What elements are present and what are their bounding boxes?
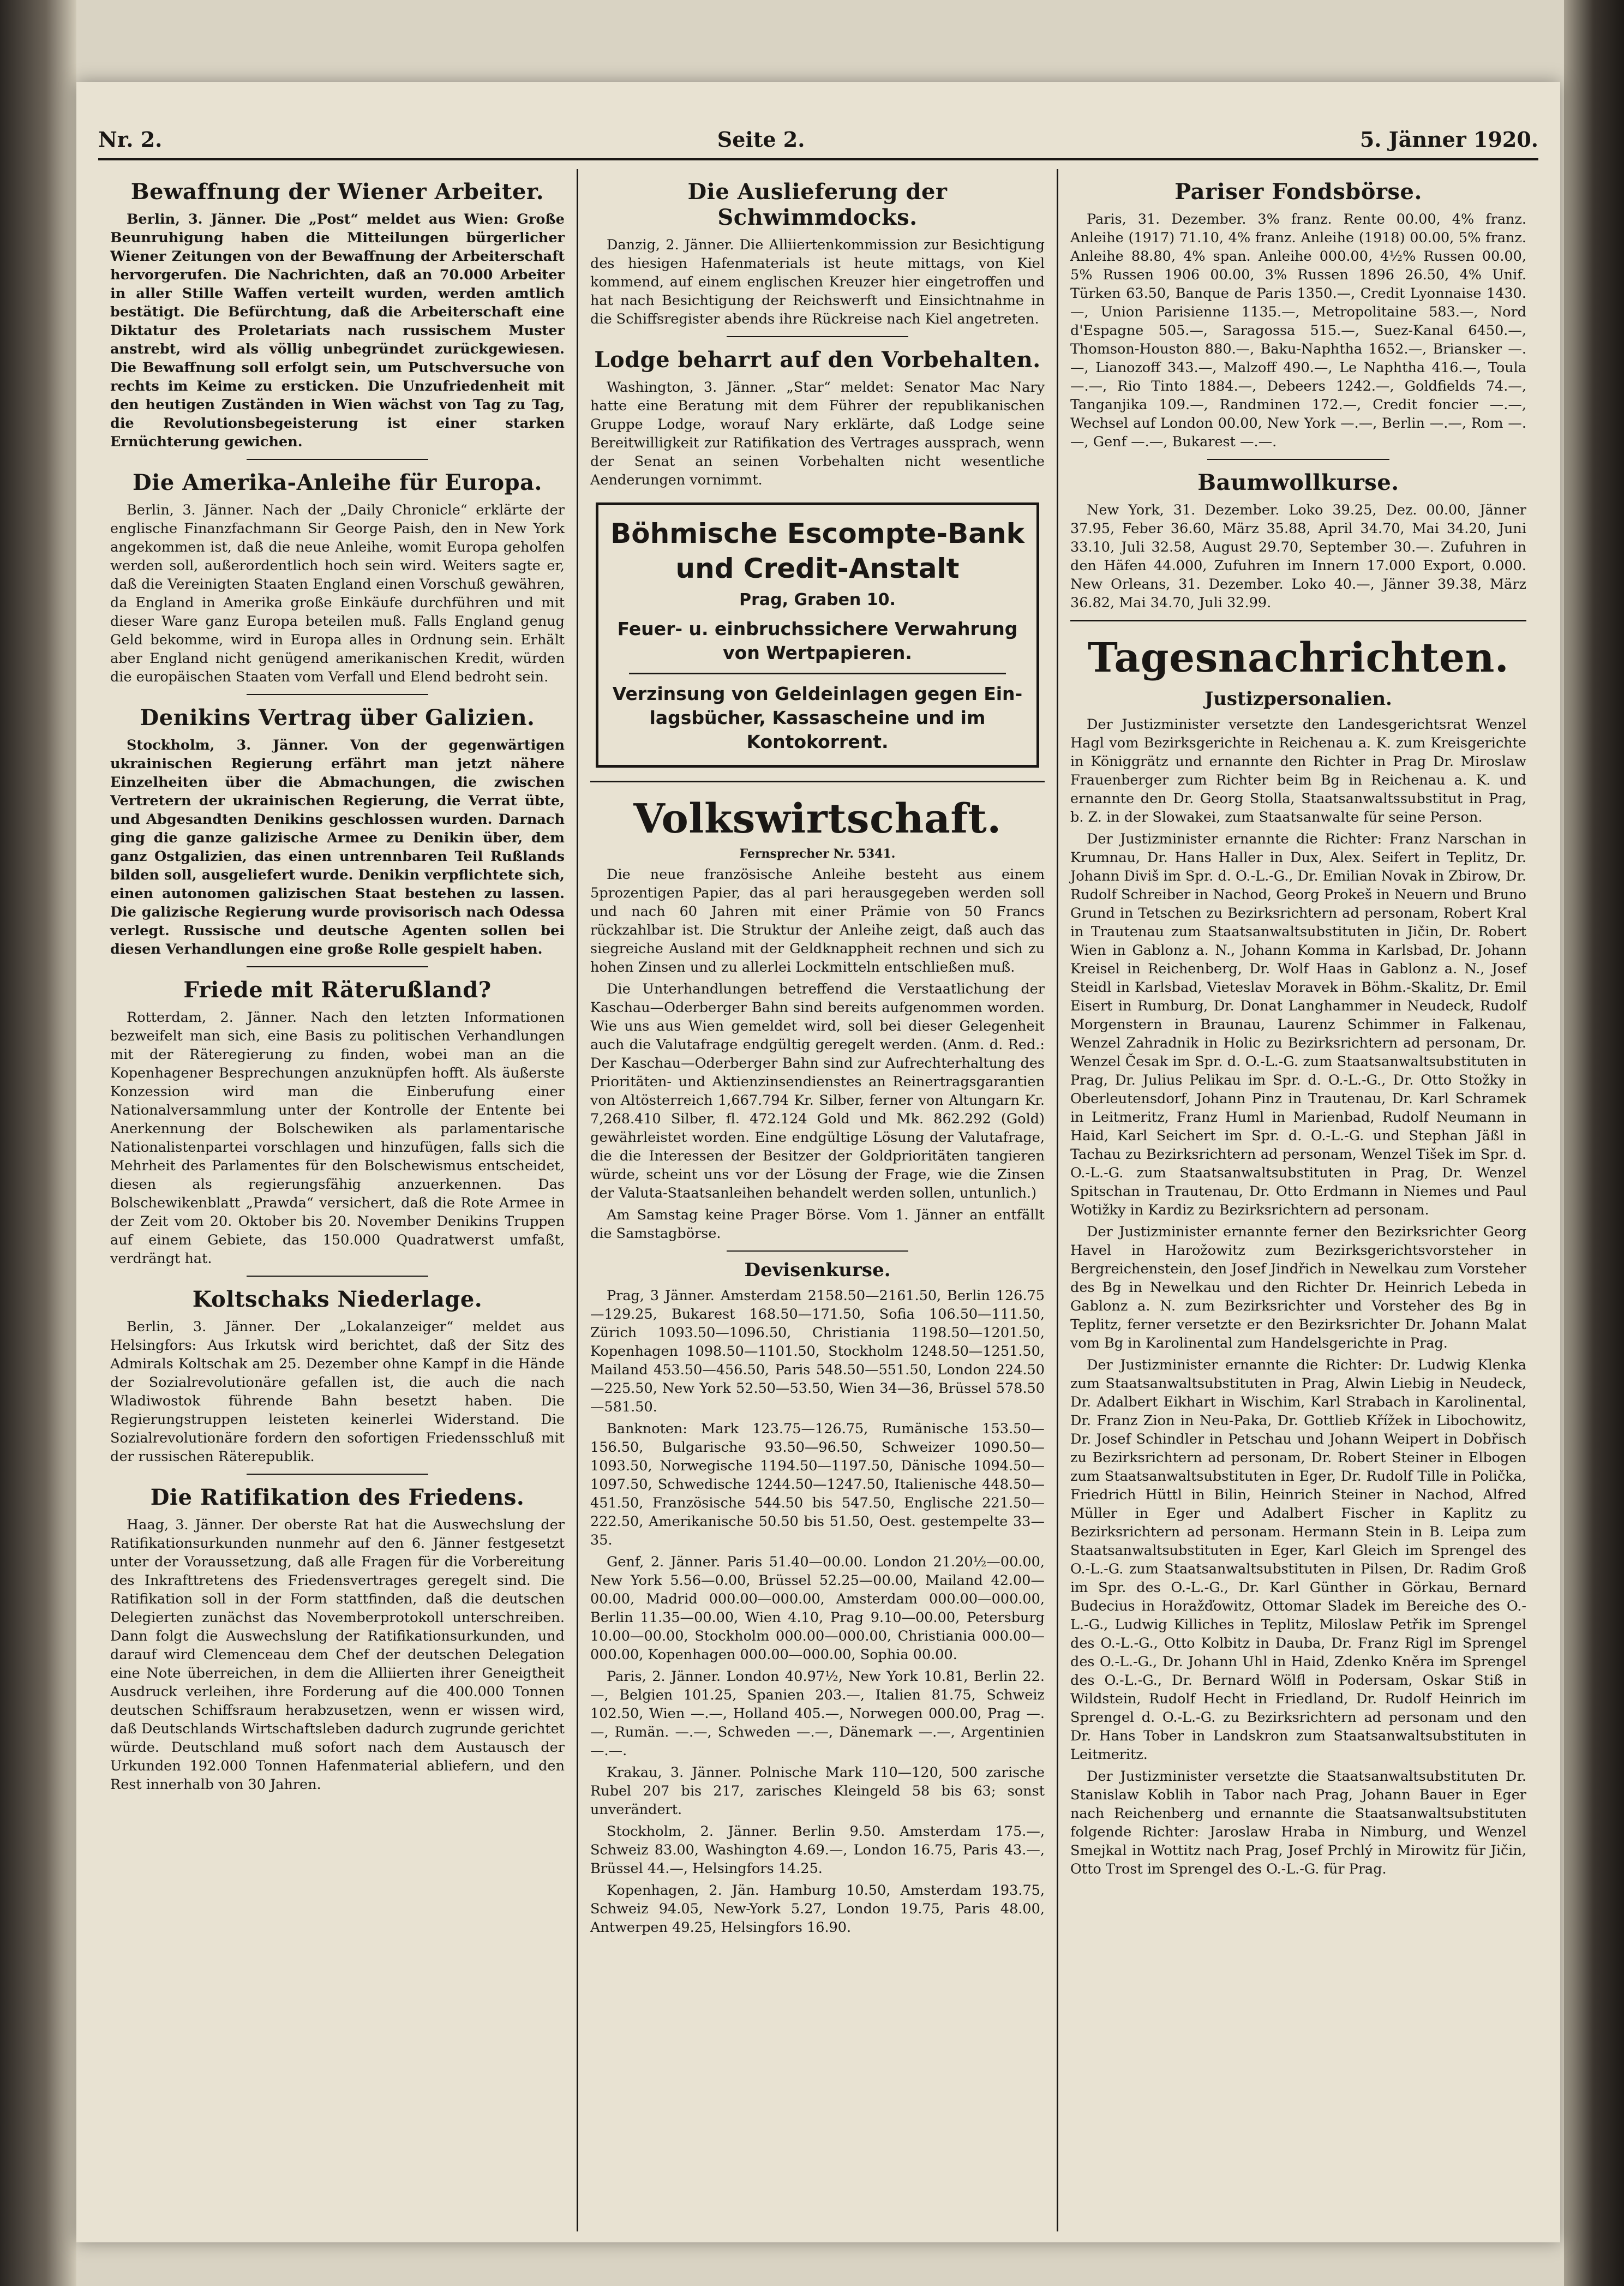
article-text: Washington, 3. Jänner. „Star“ meldet: Senator Mac Nary hatte eine Beratung mit dem Führer der republikanischen Gruppe Lodge, worauf Nary erklärte, daß Lodge seine Bereitwilligkeit zur Ratifikation des Vertrages aussprach, wenn der Senat an seinen Vorbehalten nicht wesentliche Aenderungen vornimmt. xyxy=(590,379,1045,488)
divider xyxy=(1070,620,1526,621)
article-text: New York, 31. Dezember. Loko 39.25, Dez. 00.00, Jänner 37.95, Feber 36.60, März 35.88, April 34.70, Mai 34.20, Juni 33.10, Juli 32.58, August 29.70, September 30.—. Zufuhren in den Häfen 44.000, Zufuhren im Innern 17.000 Export, 0.000. New Orleans, 31. Dezember. Loko 40.—, Jänner 39.38, März 36.82, Mai 34.70, Juli 32.99. xyxy=(1070,502,1526,611)
article-text: Der Justizminister versetzte den Landesgerichtsrat Wenzel Hagl vom Bezirksgerichte in Reichenau a. K. zum Kreisgerichte in Königgrätz und ernannte den Richter in Prag Dr. Miroslaw Frauenberger zum Richter beim Bg in Reichenau a. K. und ernannte den Dr. Georg Stolla, Staatsanwaltssubstitut in Prag, b. Z. in der Slowakei, zum Staatsanwalte für seine Person. xyxy=(1070,716,1526,825)
article-text: Paris, 31. Dezember. 3% franz. Rente 00.00, 4% franz. Anleihe (1917) 71.10, 4% franz. Anleihe (1918) 00.00, 5% franz. Anleihe 88.80, 4% span. Anleihe 000.00, 4½% Russen 00.00, 5% Russen 1906 00.00, 3% Russen 1896 26.50, 4% Unif. Türken 63.50, Banque de Paris 1350.—, Credit Lyonnaise 1430.—, Union Parisienne 1135.—, Metropolitaine 583.—, Nord d'Espagne 505.—, Saragossa 515.—, Suez-Kanal 6450.—, Thomson-Houston 880.—, Baku-Naphtha 1652.—, Briansker —.—, Lianozoff 343.—, Malzoff 490.—, Le Naphtha 416.—, Toula —.—, Rio Tinto 1884.—, Debeers 1242.—, Goldfields 74.—, Tanganjika 109.—, Randminen 172.—, Credit foncier —.—, Wechsel auf London 00.00, New York —.—, Berlin —.—, Rom —.—, Genf —.—, Bukarest —.—. xyxy=(1070,211,1526,450)
article-text: Der Justizminister versetzte die Staatsanwaltsubstituten Dr. Stanislaw Koblih in Tabor nach Prag, Johann Bauer in Eger nach Reichenberg und ernannte die Staatsanwaltsubstituten folgende Richter: Jaroslaw Hraba in Nimburg, und Wenzel Smejkal in Wottitz nach Prag, Josef Prchlý in Mirowitz für Jičin, Otto Trost im Sprengel des O.-L.-G. für Prag. xyxy=(1070,1768,1526,1877)
divider xyxy=(247,966,428,967)
section-heading: Tagesnachrichten. xyxy=(1087,635,1509,681)
section-subheading: Fernsprecher Nr. 5341. xyxy=(739,847,896,861)
scan-right-edge xyxy=(1564,0,1624,2286)
article-heading: Friede mit Räterußland? xyxy=(183,977,492,1003)
columns xyxy=(98,169,1538,2231)
column-middle xyxy=(578,169,1058,2231)
issue-date: 5. Jänner 1920. xyxy=(1359,127,1538,152)
column-right xyxy=(1058,169,1538,2231)
article-text: Krakau, 3. Jänner. Polnische Mark 110—120, 500 zarische Rubel 207 bis 217, zarisches Kleingeld 58 bis 63; sonst unverändert. xyxy=(590,1764,1045,1818)
page-header xyxy=(98,120,1538,160)
article-heading: Die Ratifikation des Friedens. xyxy=(150,1485,525,1510)
article-heading: Die Amerika-Anleihe für Europa. xyxy=(133,470,542,495)
ad-divider xyxy=(629,673,1006,674)
article-text: Genf, 2. Jänner. Paris 51.40—00.00. London 21.20½—00.00, New York 5.56—0.00, Brüssel 52.25—00.00, Mailand 42.00—00.00, Madrid 000.00—000.00, Amsterdam 000.00—000.00, Berlin 11.35—00.00, Wien 4.10, Prag 9.10—00.00, Petersburg 10.00—00.00, Stockholm 000.00—000.00, Christiania 000.00—000.00, Kopenhagen 000.00—000.00, Sophia 00.00. xyxy=(590,1554,1045,1663)
article-text: Berlin, 3. Jänner. Die „Post“ meldet aus Wien: Große Beunruhigung haben die Mitteilungen bürgerlicher Wiener Zeitungen von der Bewaffnung der Arbeiterschaft hervorgerufen. Die Nachrichten, daß an 70.000 Arbeiter in aller Stille Waffen verteilt wurden, werden amtlich bestätigt. Die Befürchtung, daß die Arbeiterschaft eine Diktatur des Proletariats nach russischem Muster anstrebt, wird als völlig unbegründet zurückgewiesen. Die Bewaffnung soll erfolgt sein, um Putschversuche von rechts im Keime zu ersticken. Die Unzufriedenheit mit den heutigen Zuständen in Wien wächst von Tag zu Tag, die Revolutionsbegeisterung ist einer starken Ernüchterung gewichen. xyxy=(110,211,565,450)
article-heading: Lodge beharrt auf den Vorbehalten. xyxy=(594,347,1041,373)
article-text: Am Samstag keine Prager Börse. Vom 1. Jänner an entfällt die Samstagbörse. xyxy=(590,1207,1045,1242)
page-number: Seite 2. xyxy=(717,127,805,152)
ad-line: Verzinsung von Geldeinlagen gegen Ein- xyxy=(612,683,1023,704)
article-text: Der Justizminister ernannte ferner den Bezirksrichter Georg Havel in Harožowitz zum Bezirksgerichtsvorsteher in Bergreichenstein, den Josef Jindřich in Newelkau zum Vorsteher des Bg in Newelkau und den Richter Dr. Heinrich Lebeda in Gablonz a. N. zum Bezirksrichter und Vorsteher des Bg in Teplitz, ferner versetzte er den Bezirksrichter Dr. Johann Malat vom Bg in Karolinental zum Handelsgerichte in Prag. xyxy=(1070,1224,1526,1351)
article-heading: Baumwollkurse. xyxy=(1197,470,1399,495)
article-heading: Koltschaks Niederlage. xyxy=(192,1286,483,1312)
divider xyxy=(727,1250,908,1252)
issue-number: Nr. 2. xyxy=(98,127,163,152)
article-text: Berlin, 3. Jänner. Nach der „Daily Chronicle“ erklärte der englische Finanzfachmann Sir George Paish, den in New York angekommen ist, daß die neue Anleihe, womit Europa geholfen werden soll, außerordentlich hoch sein wird. Weiters sagte er, daß die Vereinigten Staaten England einen Vorschuß gewähren, da England in Amerika große Einkäufe durchführen und mit dieser Ware ganz Europa beteilen muß. Falls England genug Geld bekomme, wird in Europa alles in Ordnung sein. Erhält aber England nicht genügend amerikanischen Kredit, würden die europäischen Staaten vom Verfall und Elend bedroht sein. xyxy=(110,502,565,685)
divider xyxy=(247,1276,428,1277)
section-heading: Volkswirtschaft. xyxy=(633,795,1002,842)
article-text: Berlin, 3. Jänner. Der „Lokalanzeiger“ meldet aus Helsingfors: Aus Irkutsk wird berichtet, daß der Sitz des Admirals Koltschak am 25. Dezember ohne Kampf in die Hände der Sozialrevolutionäre gefallen ist, die auch die nach Wladiwostok führende Bahn besetzt haben. Die Regierungstruppen leisteten keinerlei Widerstand. Die Sozialrevolutionäre fordern den sofortigen Friedensschluß mit der russischen Räterepublik. xyxy=(110,1319,565,1465)
article-text: Der Justizminister ernannte die Richter: Dr. Ludwig Klenka zum Staatsanwaltsubstituten in Prag, Alwin Liebig in Neudeck, Dr. Adalbert Eikhart in Wischim, Karl Strabach in Karolinental, Dr. Franz Zion in Neu-Paka, Dr. Gottlieb Křížek in Libochowitz, Dr. Josef Schindler in Petschau und Johann Weipert in Dobřisch zu Bezirksrichtern ad personam, Dr. Robert Steiner in Elbogen zum Staatsanwaltsubstituten in Eger, Dr. Rudolf Tille in Polička, Friedrich Hüttl in Bilin, Heinrich Steiner in Nachod, Alfred Müller in Eger und Adalbert Fischer in Kaplitz zu Bezirksrichtern ad personam. Hermann Stein in B. Leipa zum Staatsanwaltsubstituten in Eger, Karl Gleich im Sprengel des O.-L.-G. zum Staatsanwaltsubstituten in Pilsen, Dr. Radim Groß im Spr. des O.-L.-G., Dr. Karl Günther in Görkau, Bernard Budecius in Horažďowitz, Ottomar Sladek im Bereiche des O.-L.-G., Ludwig Killiches in Teplitz, Miloslaw Petřik im Sprengel des O.-L.-G., Otto Kolbitz in Dauba, Dr. Franz Rigl im Sprengel des O.-L.-G., Dr. Johann Uhl in Haid, Zdenko Kněra im Sprengel des O.-L.-G., Dr. Bernard Wölfl in Podersam, Oskar Stiß in Wildstein, Rudolf Hecht in Friedland, Dr. Rudolf Heinrich im Sprengel d. O.-L.-G. zu Bezirksrichtern ad personam und den Dr. Hans Tober in Landskron zum Staatsanwaltsubstituten in Leitmeritz. xyxy=(1070,1357,1526,1763)
divider xyxy=(590,781,1045,782)
ad-line: lagsbücher, Kassascheine und im xyxy=(649,707,986,728)
article-text: Stockholm, 2. Jänner. Berlin 9.50. Amsterdam 175.—, Schweiz 83.00, Washington 4.69.—, London 16.75, Paris 43.—, Brüssel 44.—, Helsingfors 14.25. xyxy=(590,1823,1045,1877)
article-text: Die Unterhandlungen betreffend die Verstaatlichung der Kaschau—Oderberger Bahn sind bereits aufgenommen worden. Wie uns aus Wien gemeldet wird, soll bei dieser Gelegenheit auch die Valutafrage endgültig geregelt werden. (Anm. d. Red.: Der Kaschau—Oderberger Bahn sind zur Aufrechterhaltung des Prioritäten- und Aktienzinsendienstes an Reinertragsgarantien von Altösterreich 1,667.794 Kr. Silber, ferner von Altungarn Kr. 7,268.410 Silber, fl. 472.124 Gold und Mk. 862.292 (Gold) gewährleistet worden. Eine endgültige Lösung der Valutafrage, die die Interessen der Besitzer der Goldprioritäten tangieren würde, scheint uns vor der Lösung der Frage, wie die Zinsen der Valuta-Staatsanleihen behandelt werden sollen, untunlich.) xyxy=(590,981,1045,1201)
divider xyxy=(247,459,428,460)
section-subheading: Justizpersonalien. xyxy=(1204,688,1392,710)
article-text: Danzig, 2. Jänner. Die Alliiertenkommission zur Besichtigung des hiesigen Hafenmaterials ist heute mittags, von Kiel kommend, auf einem englischen Kreuzer hier eingetroffen und hat nach Besichtigung der Reichswerft und Einsichtnahme in die Schiffsregister abends ihre Rückreise nach Kiel angetreten. xyxy=(590,237,1045,327)
ad-line: Kontokorrent. xyxy=(746,731,889,752)
scan-left-edge xyxy=(0,0,76,2286)
article-heading: Pariser Fondsbörse. xyxy=(1174,179,1422,205)
bank-advertisement xyxy=(596,502,1039,768)
article-text: Rotterdam, 2. Jänner. Nach den letzten Informationen bezweifelt man sich, eine Basis zu politischen Verhandlungen mit der Räteregierung zu finden, wobei man an die Kopenhagener Besprechungen anzuknüpfen hofft. Als äußerste Konzession wird man die Einberufung einer Nationalversammlung unter der Kontrolle der Entente bei Anerkennung der Bolschewiken als parlamentarische Nationalistenpartei vorschlagen und hinzufügen, falls sich die Mehrheit des Parlamentes für den Bolschewismus entscheidet, diesen als regierungsfähig anzuerkennen. Das Bolschewikenblatt „Prawda“ versichert, daß die Rote Armee in der Zeit vom 20. Oktober bis 20. November Denikins Truppen auf einem Gebiete, das 150.000 Quadratwerst umfaßt, verdrängt hat. xyxy=(110,1009,565,1267)
article-heading: Bewaffnung der Wiener Arbeiter. xyxy=(130,179,544,205)
article-heading: Devisenkurse. xyxy=(744,1259,891,1281)
ad-address: Prag, Graben 10. xyxy=(739,590,896,609)
article-text: Banknoten: Mark 123.75—126.75, Rumänische 153.50—156.50, Bulgarische 93.50—96.50, Schweizer 1090.50—1093.50, Norwegische 1194.50—1197.50, Dänische 1094.50—1097.50, Schwedische 1244.50—1247.50, Italienische 448.50—451.50, Französische 544.50 bis 547.50, Englische 221.50—222.50, Amerikanische 50.50 bis 51.50, Oest. gestempelte 33—35. xyxy=(590,1421,1045,1548)
ad-title-line-2: und Credit-Anstalt xyxy=(675,553,960,584)
article-text: Kopenhagen, 2. Jän. Hamburg 10.50, Amsterdam 193.75, Schweiz 94.05, New-York 5.27, London 19.75, Paris 48.00, Antwerpen 49.25, Helsingfors 16.90. xyxy=(590,1882,1045,1936)
article-text: Paris, 2. Jänner. London 40.97½, New York 10.81, Berlin 22.—, Belgien 101.25, Spanien 203.—, Italien 81.75, Schweiz 102.50, Wien —.—, Holland 405.—, Norwegen 000.00, Prag —.—, Rumän. —.—, Schweden —.—, Dänemark —.—, Argentinien —.—. xyxy=(590,1668,1045,1759)
divider xyxy=(247,1474,428,1475)
divider xyxy=(727,336,908,337)
article-heading: Denikins Vertrag über Galizien. xyxy=(140,705,535,731)
article-text: Prag, 3 Jänner. Amsterdam 2158.50—2161.50, Berlin 126.75—129.25, Bukarest 168.50—171.50, Sofia 106.50—111.50, Zürich 1093.50—1096.50, Christiania 1198.50—1201.50, Kopenhagen 1098.50—1101.50, Stockholm 1248.50—1251.50, Mailand 453.50—456.50, Paris 548.50—551.50, London 224.50—225.50, New York 52.50—53.50, Wien 34—36, Brüssel 578.50—581.50. xyxy=(590,1288,1045,1415)
ad-line: Feuer- u. einbruchssichere Verwahrung xyxy=(617,618,1018,639)
article-text: Stockholm, 3. Jänner. Von der gegenwärtigen ukrainischen Regierung erfährt man jetzt nähere Einzelheiten über die Abmachungen, die zwischen Vertretern der ukrainischen Regierung, die Verrat übte, und Abgesandten Denikins geschlossen wurden. Darnach ging die ganze galizische Armee zu Denikin über, dem ganz Ostgalizien, das einen untrennbaren Teil Rußlands bilden soll, ausgeliefert wurde. Denikin verpflichtete sich, einen autonomen galizischen Staat bestehen zu lassen. Die galizische Regierung wurde provisorisch nach Odessa verlegt. Russische und deutsche Agenten sollen bei diesen Verhandlungen eine große Rolle gespielt haben. xyxy=(110,737,565,958)
article-text: Haag, 3. Jänner. Der oberste Rat hat die Auswechslung der Ratifikationsurkunden nunmehr auf den 6. Jänner festgesetzt unter der Voraussetzung, daß alle Fragen für die Vorbereitung des Inkrafttretens des Friedensvertrages geregelt sind. Die Ratifikation soll in der Form stattfinden, daß die deutschen Delegierten zunächst das Novemberprotokoll unterschreiben. Dann folgt die Auswechslung der Ratifikationsurkunden, und darauf wird Clemenceau dem Chef der deutschen Delegation eine Note überreichen, in dem die Alliierten ihrer Geneigtheit Ausdruck verleihen, ihre Forderung auf die 400.000 Tonnen deutschen Schiffsraum herabzusetzen, wenn er wissen wird, daß Deutschlands Wirtschaftsleben dadurch zugrunde gerichtet würde. Deutschland muß sofort nach dem Austausch der Urkunden 192.000 Tonnen Hafenmaterial abliefern, und den Rest innerhalb von 30 Jahren. xyxy=(110,1517,565,1793)
column-left xyxy=(98,169,578,2231)
ad-line: von Wertpapieren. xyxy=(723,642,912,663)
article-text: Der Justizminister ernannte die Richter: Franz Narschan in Krumnau, Dr. Hans Haller in Dux, Alex. Seifert in Teplitz, Dr. Johann Diviš im Spr. d. O.-L.-G., Dr. Emilian Novak in Zbirow, Dr. Rudolf Schreiber in Nachod, Georg Prokeš in Neuern und Bruno Grund in Tetschen zu Bezirksrichtern ad personam, Robert Kral in Trautenau zum Staatsanwaltsubstituten in Jičin, Dr. Robert Wien in Gablonz a. N., Johann Komma in Karlsbad, Dr. Johann Kreisel in Reichenberg, Dr. Wolf Haas in Gablonz a. N., Josef Steidl in Karlsbad, Vieteslav Moravek in Böhm.-Skalitz, Dr. Emil Eisert in Rumburg, Dr. Donat Langhammer in Neudeck, Rudolf Morgenstern in Braunau, Laurenz Schimmer in Falkenau, Wenzel Zahradnik in Holic zu Bezirksrichtern ad personam, Dr. Wenzel Česak im Spr. d. O.-L.-G. zum Staatsanwaltsubstituten in Prag, Dr. Julius Pelikau im Spr. d. O.-L.-G., Dr. Otto Stožky in Oberleutensdorf, Johann Pinz in Trautenau, Dr. Karl Schramek in Leitmeritz, Franz Huml in Marienbad, Rudolf Neumann in Haid, Karl Seichert im Spr. d. O.-L.-G. und Stephan Jäßl in Tachau zu Bezirksrichtern ad personam, Wenzel Tišek im Spr. d. O.-L.-G. zum Staatsanwaltsubstituten in Prag, Dr. Wenzel Spitschan in Trautenau, Dr. Otto Erdmann in Niemes und Paul Wotižky in Kardiz zu Bezirksrichtern ad personam. xyxy=(1070,831,1526,1218)
article-heading: Die Auslieferung der Schwimmdocks. xyxy=(687,179,948,230)
article-text: Die neue französische Anleihe besteht aus einem 5prozentigen Papier, das al pari herausgegeben werden soll und nach 60 Jahren mit einer Prämie von 50 Francs rückzahlbar ist. Die Struktur der Anleihe zeigt, daß auch das siegreiche Ausland mit der Geldknappheit rechnen und sich zu hohen Zinsen und zu allerlei Lockmitteln entschließen muß. xyxy=(590,866,1045,976)
newspaper-page xyxy=(76,82,1560,2242)
divider xyxy=(1207,459,1389,460)
divider xyxy=(247,694,428,695)
ad-title-line-1: Böhmische Escompte-Bank xyxy=(610,518,1024,549)
